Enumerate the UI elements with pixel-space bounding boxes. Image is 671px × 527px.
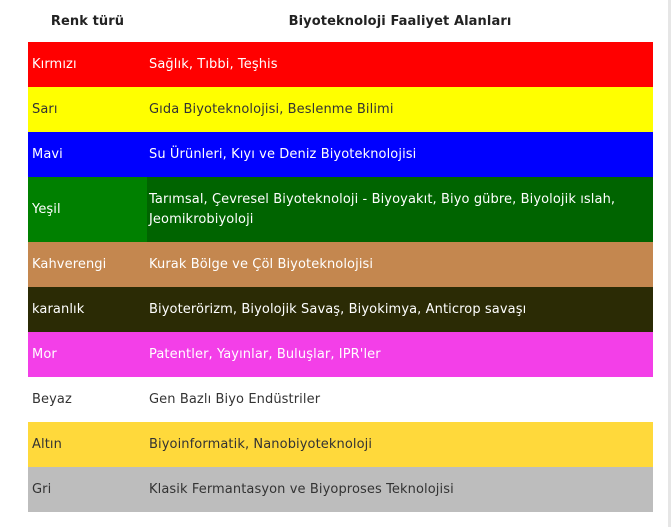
activity-area-cell: Kurak Bölge ve Çöl Biyoteknolojisi xyxy=(147,242,653,287)
color-type-cell: Mavi xyxy=(28,132,147,177)
activity-area-cell: Tarımsal, Çevresel Biyoteknoloji - Biyoyakıt, Biyo gübre, Biyolojik ıslah, Jeomikrobiyoloji xyxy=(147,177,653,242)
activity-area-cell: Sağlık, Tıbbi, Teşhis xyxy=(147,42,653,87)
table-row xyxy=(28,377,653,422)
color-type-cell: Sarı xyxy=(28,87,147,132)
table-row xyxy=(28,332,653,377)
color-type-cell: Altın xyxy=(28,422,147,467)
activity-area-cell: Gıda Biyoteknolojisi, Beslenme Bilimi xyxy=(147,87,653,132)
header-activity-areas: Biyoteknoloji Faaliyet Alanları xyxy=(288,13,512,29)
table-row xyxy=(28,87,653,132)
color-type-cell: karanlık xyxy=(28,287,147,332)
table-row xyxy=(28,42,653,87)
activity-area-cell: Biyoterörizm, Biyolojik Savaş, Biyokimya, Anticrop savaşı xyxy=(147,287,653,332)
color-type-cell: Yeşil xyxy=(28,177,147,242)
table-header-row xyxy=(28,0,653,42)
color-type-cell: Kahverengi xyxy=(28,242,147,287)
color-type-cell: Mor xyxy=(28,332,147,377)
header-color-type: Renk türü xyxy=(50,13,125,29)
activity-area-cell: Patentler, Yayınlar, Buluşlar, IPR'ler xyxy=(147,332,653,377)
activity-area-cell: Su Ürünleri, Kıyı ve Deniz Biyoteknolojisi xyxy=(147,132,653,177)
table-row xyxy=(28,242,653,287)
table-row xyxy=(28,467,653,512)
table-row xyxy=(28,422,653,467)
table-row xyxy=(28,132,653,177)
table-body xyxy=(28,42,653,512)
color-type-cell: Beyaz xyxy=(28,377,147,422)
activity-area-cell: Biyoinformatik, Nanobiyoteknoloji xyxy=(147,422,653,467)
table-row xyxy=(28,287,653,332)
activity-area-cell: Klasik Fermantasyon ve Biyoproses Teknolojisi xyxy=(147,467,653,512)
color-type-cell: Gri xyxy=(28,467,147,512)
biotech-color-table xyxy=(28,0,653,512)
color-type-cell: Kırmızı xyxy=(28,42,147,87)
table-row xyxy=(28,177,653,242)
activity-area-cell: Gen Bazlı Biyo Endüstriler xyxy=(147,377,653,422)
